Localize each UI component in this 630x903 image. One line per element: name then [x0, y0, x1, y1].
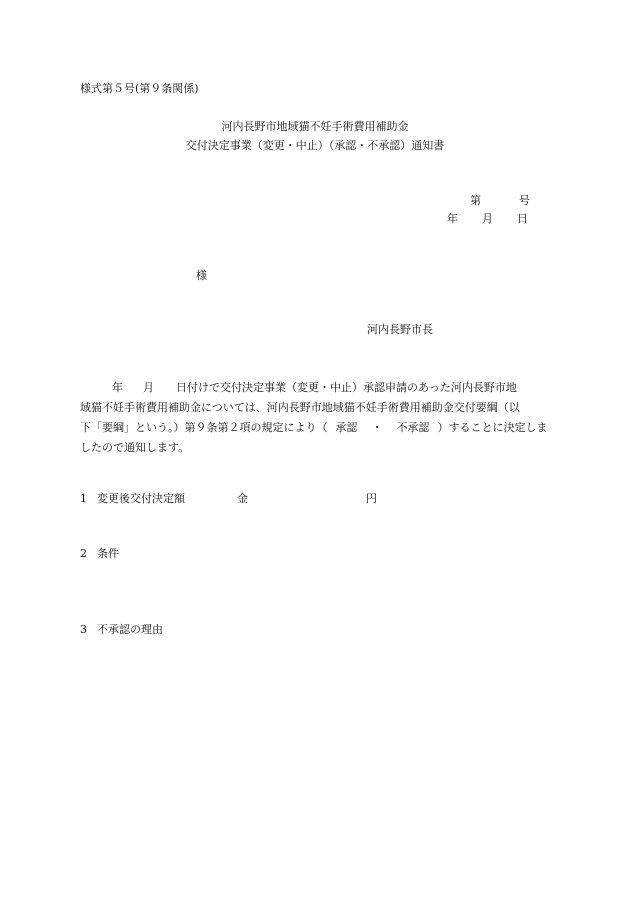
body-line-3: 下「要綱」という。）第９条第２項の規定により（ 承認 ・ 不承認 ）することに決定しま — [80, 421, 548, 434]
item-3-label: 不承認の理由 — [97, 623, 163, 636]
notice-body — [80, 378, 565, 458]
date-year-label: 年 — [447, 212, 458, 225]
item-2-label: 条件 — [97, 547, 119, 560]
amount-unit: 円 — [366, 492, 377, 505]
body-line-4: したので通知します。 — [80, 441, 190, 454]
addressee-honorific: 様 — [196, 269, 207, 282]
form-label: 様式第５号(第９条関係) — [80, 82, 199, 95]
body-line-2: 域猫不妊手術費用補助金については、河内長野市地域猫不妊手術費用補助金交付要綱（以 — [80, 401, 520, 414]
approve-option: 承認 — [335, 421, 358, 434]
document-title-line1: 河内長野市地域猫不妊手術費用補助金 — [221, 120, 409, 133]
option-separator: ・ — [371, 421, 383, 434]
issuer-name: 河内長野市長 — [367, 323, 433, 336]
item-1-number: 1 — [80, 492, 87, 505]
amount-prefix: 金 — [237, 492, 248, 505]
date-month-label: 月 — [482, 212, 493, 225]
document-title-line2: 交付決定事業（変更・中止）（承認・不承認）通知書 — [185, 139, 445, 152]
body-line-1: 年 月 日付けで交付決定事業（変更・中止）承認申請のあった河内長野市地 — [112, 381, 517, 394]
item-3-number: 3 — [80, 623, 87, 636]
body-month-label: 月 — [143, 381, 154, 394]
date-day-label: 日 — [517, 212, 528, 225]
deny-option: 不承認 — [396, 421, 430, 434]
item-1-label: 変更後交付決定額 — [97, 492, 185, 505]
document-number-suffix: 号 — [519, 194, 530, 207]
document-number-prefix: 第 — [470, 194, 481, 207]
body-year-label: 年 — [112, 381, 123, 394]
item-2-number: 2 — [80, 547, 87, 560]
